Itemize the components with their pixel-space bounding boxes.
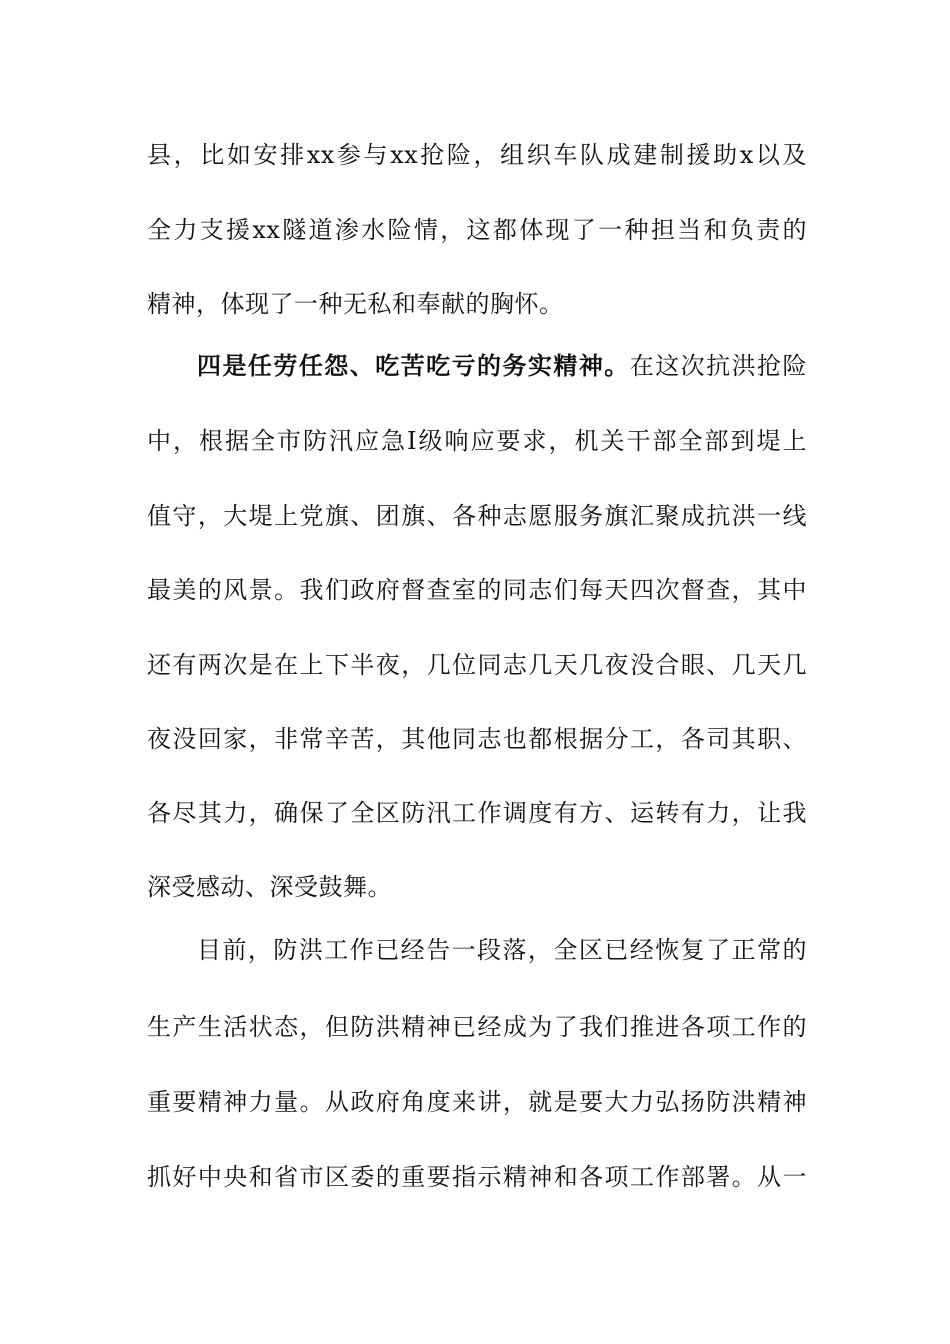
line-text: 抓好中央和省市区委的重要指示精神和各项工作部署。从一	[147, 1163, 807, 1191]
line-text: 还有两次是在上下半夜，几位同志几天几夜没合眼、几天几	[147, 651, 807, 679]
line-text: 在这次抗洪抢险	[629, 352, 808, 380]
text-line	[147, 1007, 807, 1047]
line-text: 全力支援xx隧道渗水险情，这都体现了一种担当和负责的	[147, 216, 807, 244]
line-text: 夜没回家，非常辛苦，其他同志也都根据分工，各司其职、	[147, 725, 807, 753]
text-line	[147, 719, 807, 759]
line-text: 各尽其力，确保了全区防汛工作调度有方、运转有力，让我	[147, 799, 807, 827]
text-line	[197, 346, 807, 386]
text-line	[147, 1082, 807, 1122]
text-line	[147, 284, 807, 324]
line-text: 生产生活状态，但防洪精神已经成为了我们推进各项工作的	[147, 1013, 807, 1041]
text-line	[147, 496, 807, 536]
line-text: 重要精神力量。从政府角度来讲，就是要大力弘扬防洪精神	[147, 1088, 807, 1116]
text-line	[147, 793, 807, 833]
line-text: 中，根据全市防汛应急Ⅰ级响应要求，机关干部全部到堤上	[147, 427, 807, 455]
text-line	[147, 867, 807, 907]
line-text: 目前，防洪工作已经告一段落，全区已经恢复了正常的	[197, 936, 807, 964]
text-line	[197, 930, 807, 970]
line-text: 精神，体现了一种无私和奉献的胸怀。	[147, 290, 564, 318]
text-line	[147, 570, 807, 610]
line-text: 最美的风景。我们政府督查室的同志们每天四次督查，其中	[147, 576, 807, 604]
section-heading: 四是任劳任怨、吃苦吃亏的务实精神。	[197, 351, 630, 380]
line-text: 县，比如安排xx参与xx抢险，组织车队成建制援助x以及	[147, 141, 807, 169]
text-line	[147, 1157, 807, 1197]
line-text: 值守，大堤上党旗、团旗、各种志愿服务旗汇聚成抗洪一线	[147, 502, 807, 530]
text-line	[147, 645, 807, 685]
text-line	[147, 421, 807, 461]
line-text: 深受感动、深受鼓舞。	[147, 873, 392, 901]
text-line	[147, 135, 807, 175]
text-line	[147, 210, 807, 250]
